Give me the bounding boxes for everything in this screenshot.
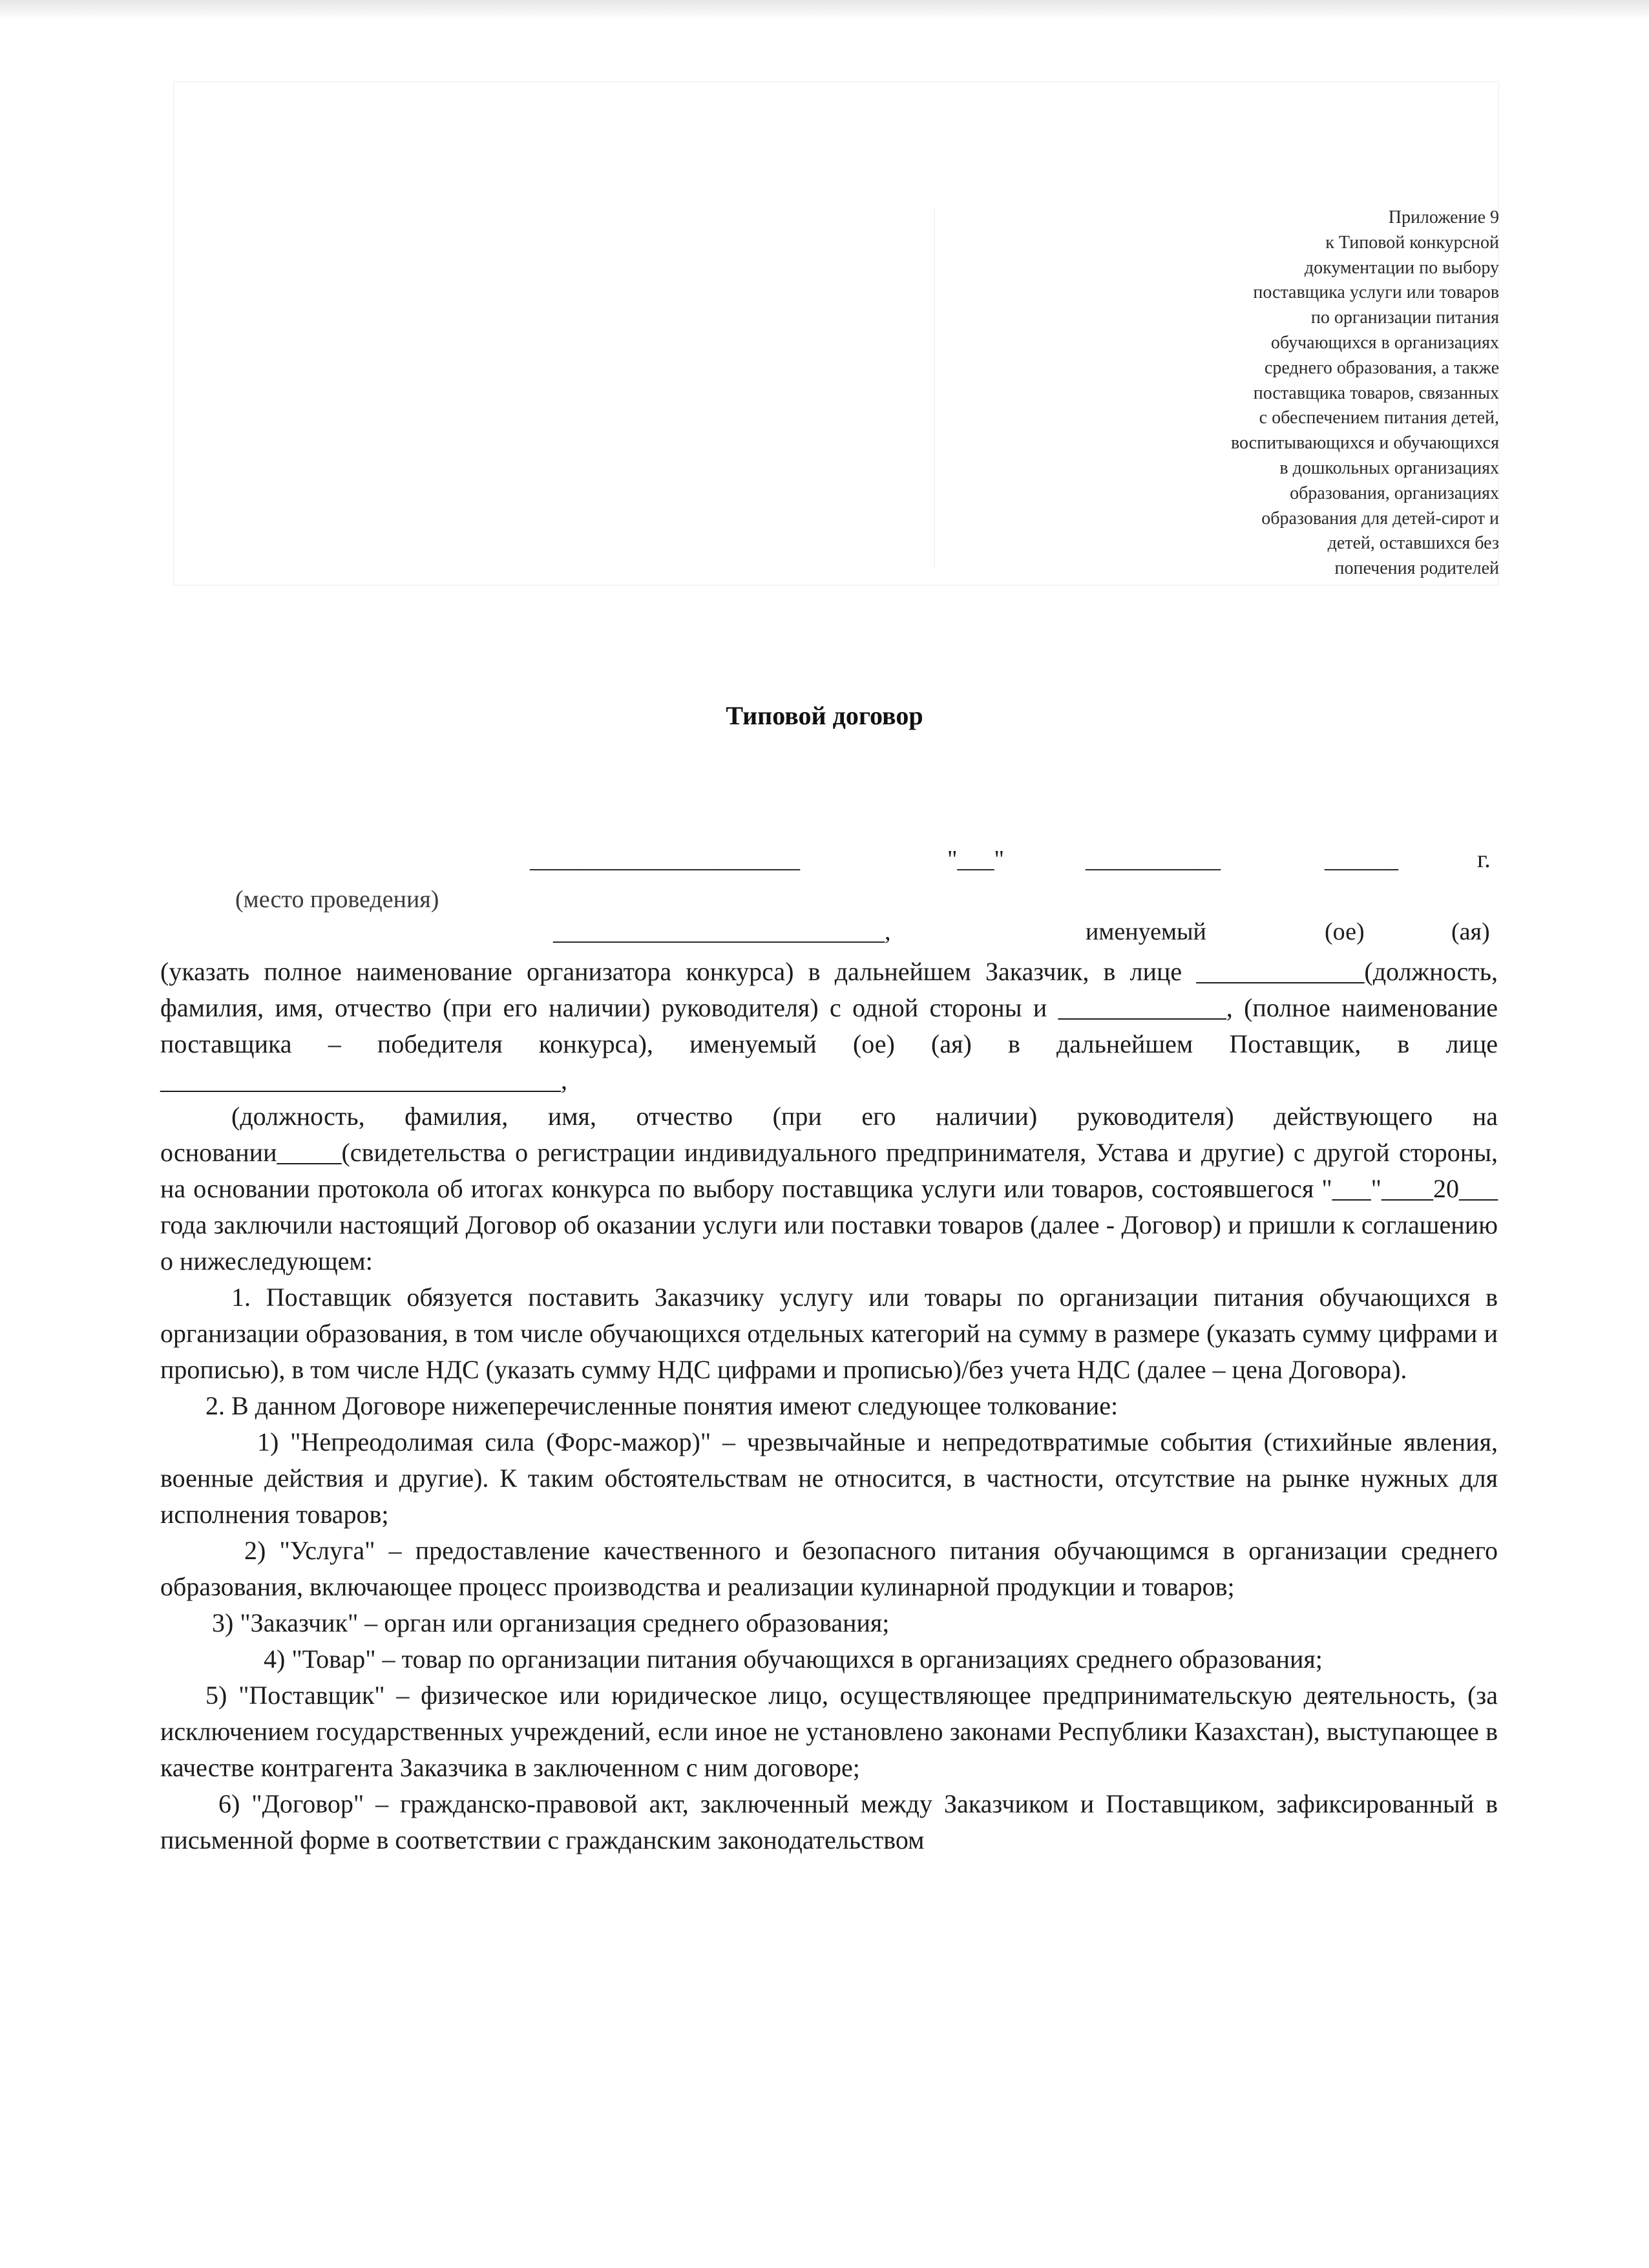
named-word: именуемый	[1086, 918, 1206, 945]
appendix-line: поставщика услуги или товаров	[1253, 282, 1499, 303]
intro-continuation: (должность, фамилия, имя, отчество (при его наличии) руководителя) действующего на основании_____(свидетельства о регистрации индивидуального предпринимателя, Устава и другие) с другой стороны, на основании протокола об итогах конкурса по выбору поставщика услуги или товаров, состоявшегося "___"____20___ года заключили настоящий Договор об оказании услуги или поставки товаров (далее - Договор) и пришли к соглашению о нижеследующем:	[160, 1102, 1498, 1276]
appendix-line: обучающихся в организациях	[1270, 332, 1499, 353]
place-blank: ______________________	[530, 846, 800, 873]
appendix-line: документации по выбору	[1304, 257, 1499, 278]
named-word-gender: (ое)	[1325, 918, 1365, 945]
appendix-line: к Типовой конкурсной	[1325, 232, 1499, 253]
appendix-line: среднего образования, а также	[1264, 357, 1499, 378]
place-label: (место проведения)	[235, 886, 439, 913]
organizer-blank: ___________________________,	[553, 918, 891, 945]
appendix-line: Приложение 9	[1388, 207, 1499, 227]
definition-6: 6) "Договор" – гражданско-правовой акт, заключенный между Заказчиком и Поставщиком, зафиксированный в письменной форме в соответствии с гражданским законодательством	[160, 1789, 1498, 1854]
definition-3: 3) "Заказчик" – орган или организация среднего образования;	[212, 1608, 890, 1637]
month-blank: ___________	[1086, 846, 1221, 873]
appendix-line: в дошкольных организациях	[1279, 457, 1499, 478]
clause-2: 2. В данном Договоре нижеперечисленные понятия имеют следующее толкование:	[205, 1391, 1119, 1420]
day-blank: "___"	[947, 846, 1005, 873]
intro-paragraph: (указать полное наименование организатора конкурса) в дальнейшем Заказчик, в лице _____________(должность, фамилия, имя, отчество (при его наличии) руководителя) с одной стороны и _____________, (полное наименование поставщика – победителя конкурса), именуемый (ое) (ая) в дальнейшем Поставщик, в лице _______________________________,	[160, 957, 1498, 1095]
appendix-line: образования, организациях	[1290, 483, 1499, 503]
scan-artifact-divider	[934, 207, 935, 569]
scan-top-edge	[0, 0, 1649, 19]
contract-body	[160, 954, 1498, 1858]
appendix-line: по организации питания	[1310, 308, 1499, 328]
appendix-line: образования для детей-сирот и	[1261, 508, 1499, 529]
definition-1: 1) "Непреодолимая сила (Форс-мажор)" – чрезвычайные и непредотвратимые события (стихийные явления, военные действия и другие). К таким обстоятельствам не относится, в частности, отсутствие на рынке нужных для исполнения товаров;	[160, 1427, 1498, 1529]
appendix-note	[1034, 205, 1499, 582]
year-blank: ______	[1325, 846, 1398, 873]
appendix-line: детей, оставшихся без	[1327, 533, 1499, 554]
document-title: Типовой договор	[726, 701, 923, 730]
year-suffix: г.	[1477, 846, 1491, 873]
appendix-line: воспитывающихся и обучающихся	[1230, 433, 1499, 454]
named-word-gender: (ая)	[1451, 918, 1490, 945]
definition-4: 4) "Товар" – товар по организации питания обучающихся в организациях среднего образования;	[264, 1644, 1323, 1674]
appendix-line: поставщика товаров, связанных	[1253, 383, 1499, 403]
definition-5: 5) "Поставщик" – физическое или юридическое лицо, осуществляющее предпринимательскую деятельность, (за исключением государственных учреждений, если иное не установлено законами Республики Казахстан), выступающее в качестве контрагента Заказчика в заключенном с ним договоре;	[160, 1681, 1498, 1782]
definition-2: 2) "Услуга" – предоставление качественного и безопасного питания обучающимся в организации среднего образования, включающее процесс производства и реализации кулинарной продукции и товаров;	[160, 1536, 1498, 1601]
appendix-line: попечения родителей	[1334, 558, 1499, 579]
clause-1: 1. Поставщик обязуется поставить Заказчику услугу или товары по организации питания обучающихся в организации образования, в том числе обучающихся отдельных категорий на сумму в размере (указать сумму цифрами и прописью), в том числе НДС (указать сумму НДС цифрами и прописью)/без учета НДС (далее – цена Договора).	[160, 1283, 1498, 1384]
appendix-line: с обеспечением питания детей,	[1259, 408, 1499, 428]
